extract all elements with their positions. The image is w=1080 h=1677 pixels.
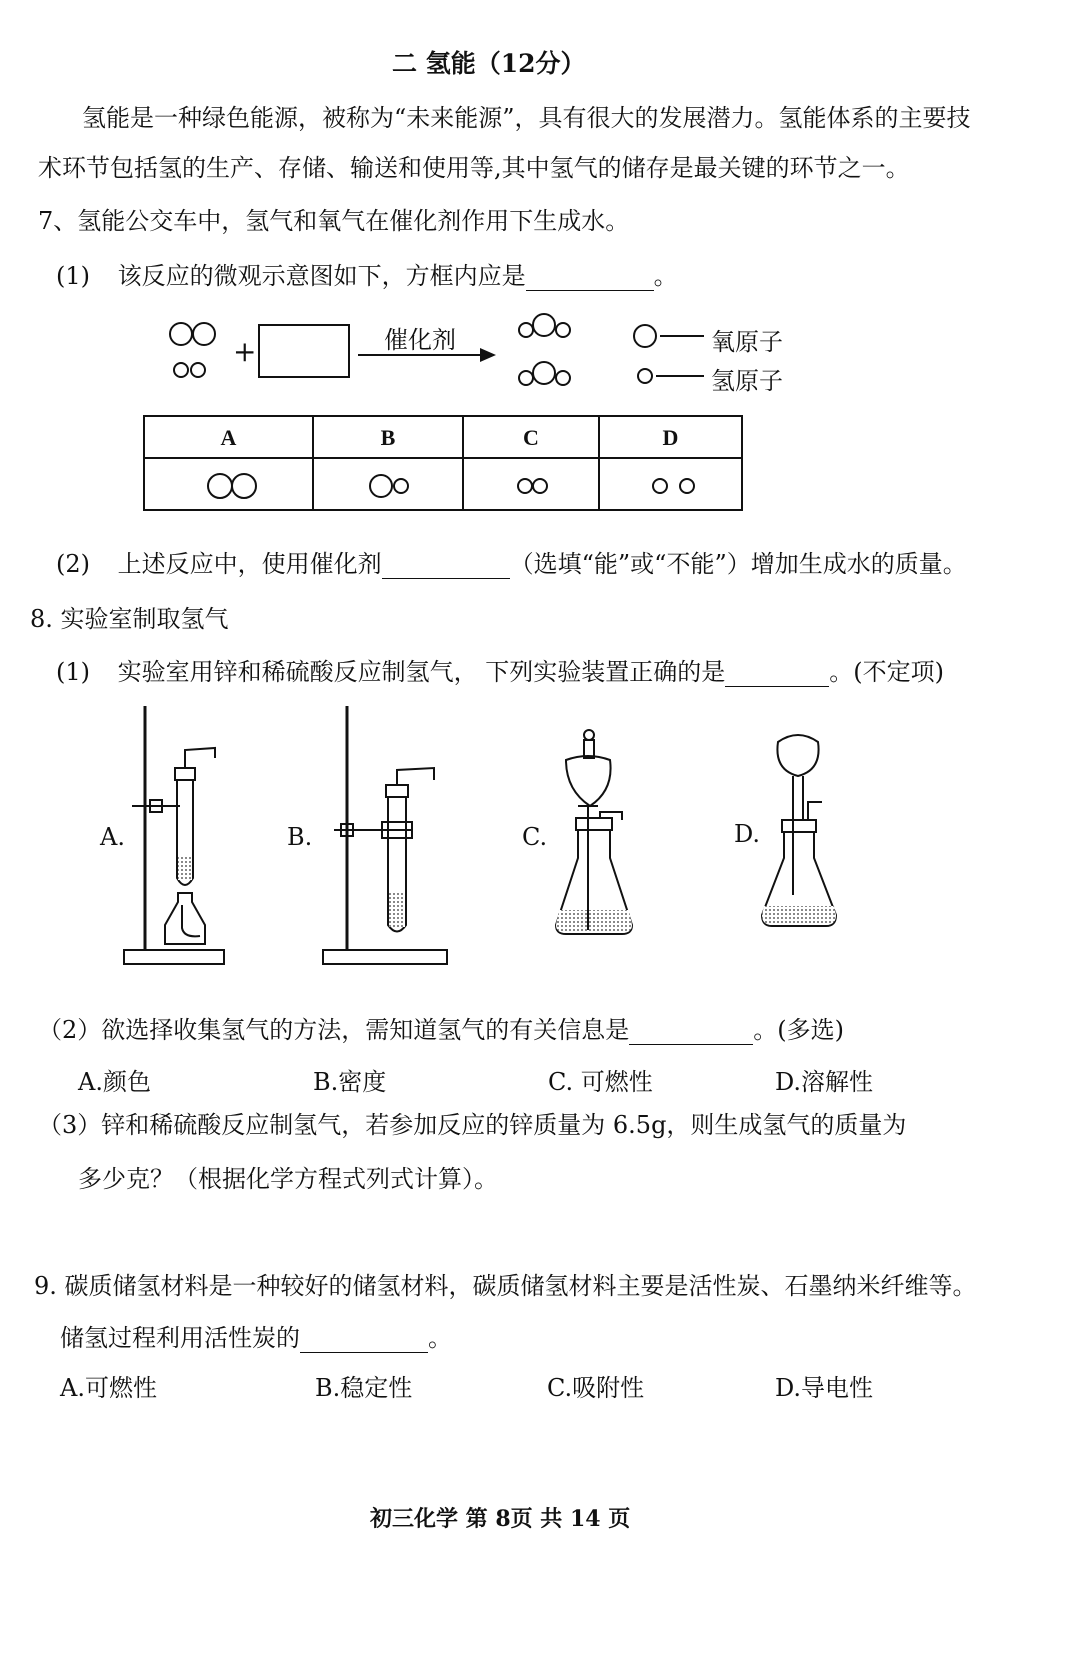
intro-line-2: 术环节包括氢的生产、存储、输送和使用等,其中氢气的储存是最关键的环节之一。 [38, 154, 910, 182]
q8-part1 [56, 652, 944, 687]
table-header-d: D [662, 424, 679, 450]
legend-hydrogen-icon [638, 369, 652, 383]
q8-part2-text: （2）欲选择收集氢气的方法，需知道氢气的有关信息是 [38, 1016, 630, 1044]
q7-part2-tail: （选填“能”或“不能”）增加生成水的质量。 [509, 550, 967, 578]
q7-part2-text: 上述反应中，使用催化剂 [117, 550, 382, 578]
catalyst-label: 催化剂 [384, 326, 456, 354]
legend-oxygen-label: 氧原子 [711, 328, 783, 356]
q8-part1-answer-blank[interactable] [725, 660, 829, 687]
page-footer: 初三化学 第 8页 共 14 页 [370, 1506, 631, 1532]
section-title: 二 氢能（12分） [392, 49, 586, 78]
apparatus-c-figure [556, 730, 632, 934]
q8-stem: 8. 实验室制取氢气 [30, 605, 229, 633]
q9-answer-blank[interactable] [300, 1326, 428, 1353]
plus-sign: + [233, 335, 257, 368]
q7-part1 [56, 256, 678, 291]
q8-part2-tail: 。(多选) [753, 1016, 845, 1044]
apparatus-b-label: B. [287, 823, 313, 851]
apparatus-a-label: A. [100, 823, 125, 851]
q9-option-d[interactable]: D.导电性 [775, 1374, 874, 1402]
q8-part2-option-c[interactable]: C. 可燃性 [548, 1068, 653, 1096]
apparatus-b-figure [323, 706, 447, 964]
q9-line-1: 9. 碳质储氢材料是一种较好的储氢材料，碳质储氢材料主要是活性炭、石墨纳米纤维等。 [34, 1272, 977, 1300]
q7-part1-end: 。 [653, 262, 678, 290]
q9-option-b[interactable]: B.稳定性 [315, 1374, 413, 1402]
q7-part1-number: (1) [56, 262, 90, 290]
apparatus-a-figure [124, 706, 224, 964]
q8-part2-option-a[interactable]: A.颜色 [78, 1068, 151, 1096]
q8-part2-option-d[interactable]: D.溶解性 [775, 1068, 874, 1096]
q8-part1-tail: 。(不定项) [829, 658, 945, 686]
q9-line-2-text: 储氢过程利用活性炭的 [60, 1324, 300, 1352]
q9-line-2-end: 。 [428, 1324, 452, 1352]
q7-part1-text: 该反应的微观示意图如下，方框内应是 [117, 262, 526, 290]
q7-part2-answer-blank[interactable] [382, 552, 510, 579]
q7-part2 [56, 544, 967, 579]
q7-part2-number: (2) [56, 550, 90, 578]
oxygen-atom-icon [170, 323, 192, 345]
q8-part1-number: (1) [56, 658, 90, 686]
legend-hydrogen-label: 氢原子 [711, 367, 783, 395]
q8-part2 [38, 1010, 844, 1045]
hydrogen-atom-icon [191, 363, 205, 377]
q9-option-c[interactable]: C.吸附性 [547, 1374, 645, 1402]
apparatus-c-label: C. [522, 823, 548, 851]
intro-line-1: 氢能是一种绿色能源，被称为“未来能源”，具有很大的发展潜力。氢能体系的主要技 [82, 104, 971, 132]
q8-part3-line-1: （3）锌和稀硫酸反应制氢气，若参加反应的锌质量为 6.5g，则生成氢气的质量为 [38, 1111, 907, 1139]
q7-part1-answer-blank[interactable] [526, 264, 654, 291]
q8-part1-text: 实验室用锌和稀硫酸反应制氢气， 下列实验装置正确的是 [117, 658, 726, 686]
q8-part2-answer-blank[interactable] [629, 1018, 753, 1045]
q7-stem: 7、氢能公交车中，氢气和氧气在催化剂作用下生成水。 [38, 207, 630, 235]
q9-line-2 [60, 1318, 452, 1353]
q9-option-a[interactable]: A.可燃性 [60, 1374, 157, 1402]
legend-oxygen-icon [634, 325, 656, 347]
apparatus-d-figure [762, 735, 836, 926]
table-header-b: B [380, 424, 396, 450]
table-header-c: C [523, 424, 539, 450]
apparatus-d-label: D. [734, 820, 761, 848]
hydrogen-atom-icon [174, 363, 188, 377]
answer-box [259, 325, 349, 377]
q8-part2-option-b[interactable]: B.密度 [313, 1068, 387, 1096]
oxygen-atom-icon [193, 323, 215, 345]
table-header-a: A [220, 424, 237, 450]
q8-part3-line-2: 多少克？（根据化学方程式列式计算）。 [78, 1165, 498, 1193]
